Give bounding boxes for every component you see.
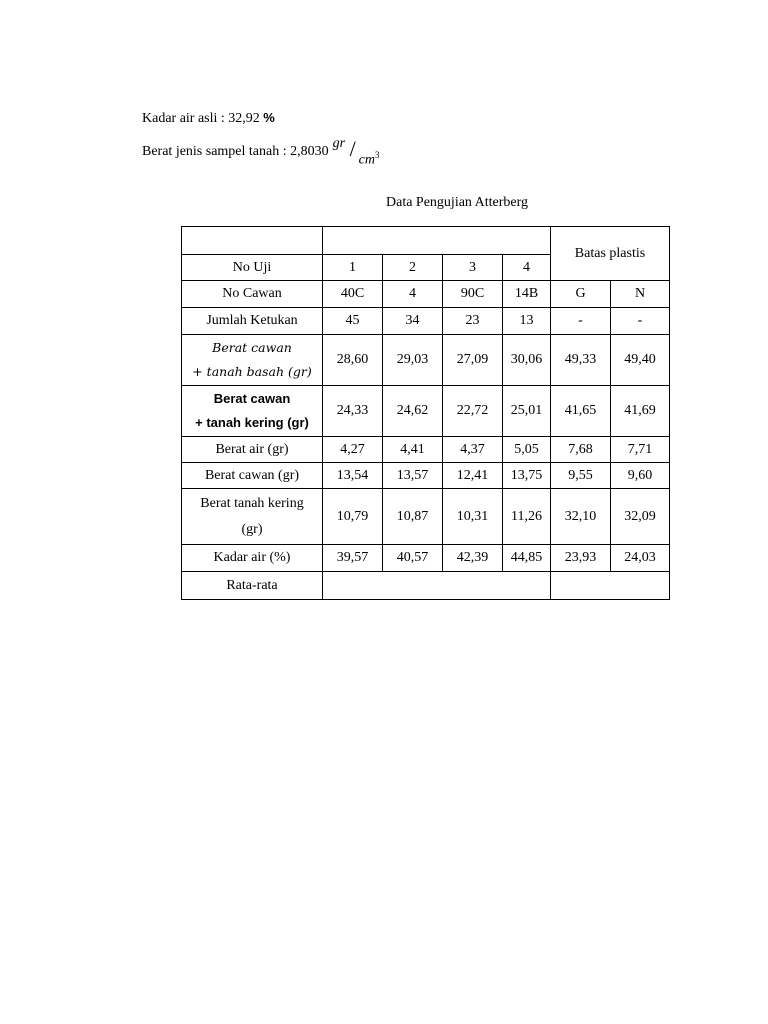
table-cell: 29,03 — [383, 335, 443, 386]
table-cell: 7,71 — [611, 437, 670, 463]
table-cell: 10,87 — [383, 489, 443, 545]
empty-cell — [323, 227, 551, 255]
table-cell: 4,27 — [323, 437, 383, 463]
unit-fraction — [333, 136, 393, 166]
atterberg-table — [181, 226, 670, 600]
table-cell: 13,54 — [323, 463, 383, 489]
table-header-row — [182, 227, 670, 255]
table-cell: 42,39 — [443, 545, 503, 572]
table-cell: 12,41 — [443, 463, 503, 489]
table-cell: 13,57 — [383, 463, 443, 489]
empty-cell — [323, 572, 551, 600]
row-label — [182, 489, 323, 545]
row-label: Kadar air (%) — [182, 545, 323, 572]
table-cell: 39,57 — [323, 545, 383, 572]
table-cell: 45 — [323, 308, 383, 335]
table-cell: N — [611, 281, 670, 308]
table-row — [182, 281, 670, 308]
row-label: Jumlah Ketukan — [182, 308, 323, 335]
table-cell: - — [551, 308, 611, 335]
table-cell: 27,09 — [443, 335, 503, 386]
table-cell: 11,26 — [503, 489, 551, 545]
table-cell: 41,69 — [611, 386, 670, 437]
unit-exponent: 3 — [374, 150, 380, 160]
berat-jenis-text: Berat jenis sampel tanah : 2,8030 — [142, 144, 329, 159]
table-cell: 24,03 — [611, 545, 670, 572]
table-row — [182, 489, 670, 545]
table-cell: 3 — [443, 255, 503, 281]
table-cell: 4,37 — [443, 437, 503, 463]
row-label — [182, 386, 323, 437]
row-label-line2: + tanah kering (gr) — [195, 415, 309, 430]
table-cell: 23,93 — [551, 545, 611, 572]
table-row — [182, 437, 670, 463]
table-cell: 32,10 — [551, 489, 611, 545]
percent-sign: % — [263, 110, 275, 125]
unit-den-base: cm — [358, 152, 375, 168]
table-row — [182, 545, 670, 572]
batas-plastis-header: Batas plastis — [551, 227, 670, 281]
row-label: No Uji — [182, 255, 323, 281]
table-cell: 4 — [503, 255, 551, 281]
row-label-line1: Berat tanah kering — [200, 495, 304, 511]
table-cell: 30,06 — [503, 335, 551, 386]
table-cell: 14B — [503, 281, 551, 308]
table-cell: 24,33 — [323, 386, 383, 437]
table-cell: - — [611, 308, 670, 335]
table-row — [182, 386, 670, 437]
row-label: Berat cawan (gr) — [182, 463, 323, 489]
table-cell: 90C — [443, 281, 503, 308]
unit-denominator — [359, 150, 380, 169]
table-cell: 9,55 — [551, 463, 611, 489]
table-cell: 25,01 — [503, 386, 551, 437]
table-row — [182, 572, 670, 600]
table-row — [182, 308, 670, 335]
table-cell: 40C — [323, 281, 383, 308]
kadar-air-asli-text: Kadar air asli : 32,92 — [142, 111, 260, 126]
table-cell: 1 — [323, 255, 383, 281]
table-cell: 7,68 — [551, 437, 611, 463]
table-cell: 34 — [383, 308, 443, 335]
table-cell: 13,75 — [503, 463, 551, 489]
table-cell: 4,41 — [383, 437, 443, 463]
table-cell: 41,65 — [551, 386, 611, 437]
table-row — [182, 335, 670, 386]
empty-cell — [551, 572, 670, 600]
row-label: Rata-rata — [182, 572, 323, 600]
table-cell: 2 — [383, 255, 443, 281]
berat-jenis — [142, 136, 393, 166]
unit-numerator: gr — [332, 136, 346, 151]
row-label-line2: (gr) — [241, 521, 263, 537]
table-cell: G — [551, 281, 611, 308]
row-label-line1: Berat cawan — [212, 340, 292, 355]
table-cell: 10,79 — [323, 489, 383, 545]
table-cell: 40,57 — [383, 545, 443, 572]
table-cell: 44,85 — [503, 545, 551, 572]
table-cell: 10,31 — [443, 489, 503, 545]
table-cell: 49,40 — [611, 335, 670, 386]
row-label: No Cawan — [182, 281, 323, 308]
table-cell: 23 — [443, 308, 503, 335]
table-cell: 49,33 — [551, 335, 611, 386]
empty-cell — [182, 227, 323, 255]
table-cell: 22,72 — [443, 386, 503, 437]
table-cell: 28,60 — [323, 335, 383, 386]
table-caption: Data Pengujian Atterberg — [386, 195, 529, 210]
unit-slash: / — [349, 136, 356, 161]
kadar-air-asli — [142, 110, 275, 127]
table-row — [182, 463, 670, 489]
table-cell: 5,05 — [503, 437, 551, 463]
table-cell: 24,62 — [383, 386, 443, 437]
table-cell: 32,09 — [611, 489, 670, 545]
row-label-line1: Berat cawan — [213, 391, 291, 406]
table-cell: 4 — [383, 281, 443, 308]
row-label-line2: + tanah basah (gr) — [192, 364, 312, 379]
row-label: Berat air (gr) — [182, 437, 323, 463]
table-cell: 13 — [503, 308, 551, 335]
row-label — [182, 335, 323, 386]
table-cell: 9,60 — [611, 463, 670, 489]
